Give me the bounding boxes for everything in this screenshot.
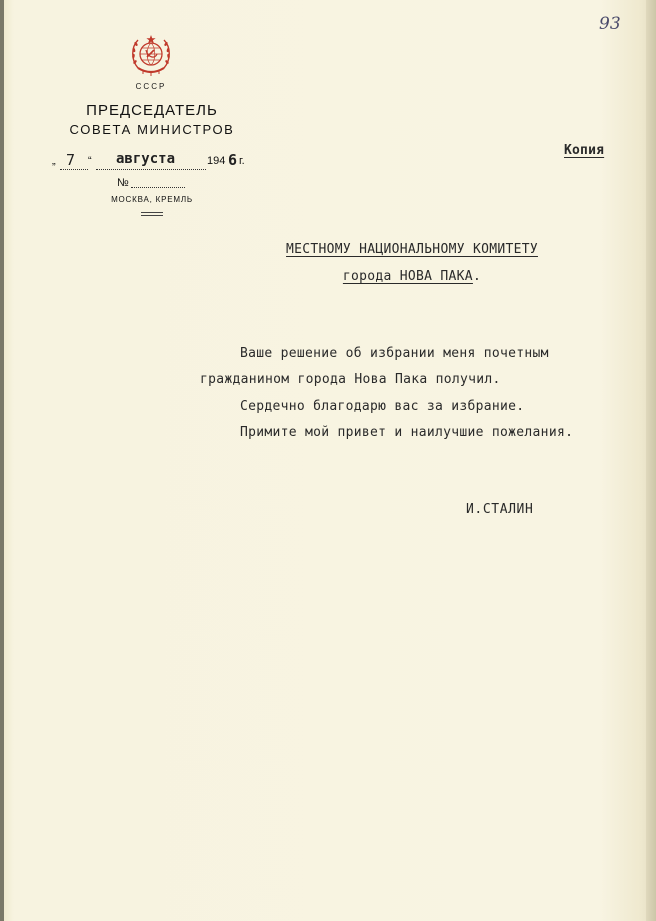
date-day-dotted-line — [60, 169, 88, 170]
body-line-4: Примите мой привет и наилучшие пожелания. — [240, 425, 574, 440]
number-dotted-line — [131, 187, 185, 188]
date-month-dotted-line — [96, 169, 206, 170]
body-line-3: Сердечно благодарю вас за избрание. — [240, 399, 525, 414]
date-year-prefix: 194 — [207, 155, 226, 167]
signature: И.СТАЛИН — [466, 502, 534, 517]
date-month: августа — [116, 151, 176, 167]
addressee-line-2 — [262, 269, 562, 284]
letterhead-subtitle: СОВЕТА МИНИСТРОВ — [69, 122, 235, 137]
letterhead-number — [117, 177, 197, 191]
date-day: 7 — [66, 151, 76, 169]
ussr-emblem-icon — [128, 32, 174, 78]
number-label: № — [117, 177, 129, 189]
body-line-2: гражданином города Нова Пака получил. — [200, 372, 501, 387]
date-year-suffix: г. — [239, 155, 245, 167]
date-close-quote: “ — [88, 155, 92, 167]
letterhead-country: СССР — [135, 82, 167, 91]
letterhead-date — [52, 153, 252, 173]
letterhead-location: МОСКВА, КРЕМЛЬ — [111, 195, 193, 204]
letterhead-title: ПРЕДСЕДАТЕЛЬ — [86, 102, 218, 119]
letterhead-divider — [141, 212, 163, 216]
date-open-quote: „ — [52, 155, 56, 167]
addressee-period: . — [472, 269, 482, 284]
archive-page-number: 93 — [599, 14, 621, 34]
addressee-line-1: МЕСТНОМУ НАЦИОНАЛЬНОМУ КОМИТЕТУ — [286, 242, 538, 257]
body-line-1: Ваше решение об избрании меня почетным — [240, 346, 549, 361]
addressee-city: города НОВА ПАКА — [342, 269, 473, 284]
date-year-digit: 6 — [228, 151, 238, 169]
copy-mark: Копия — [564, 143, 605, 158]
